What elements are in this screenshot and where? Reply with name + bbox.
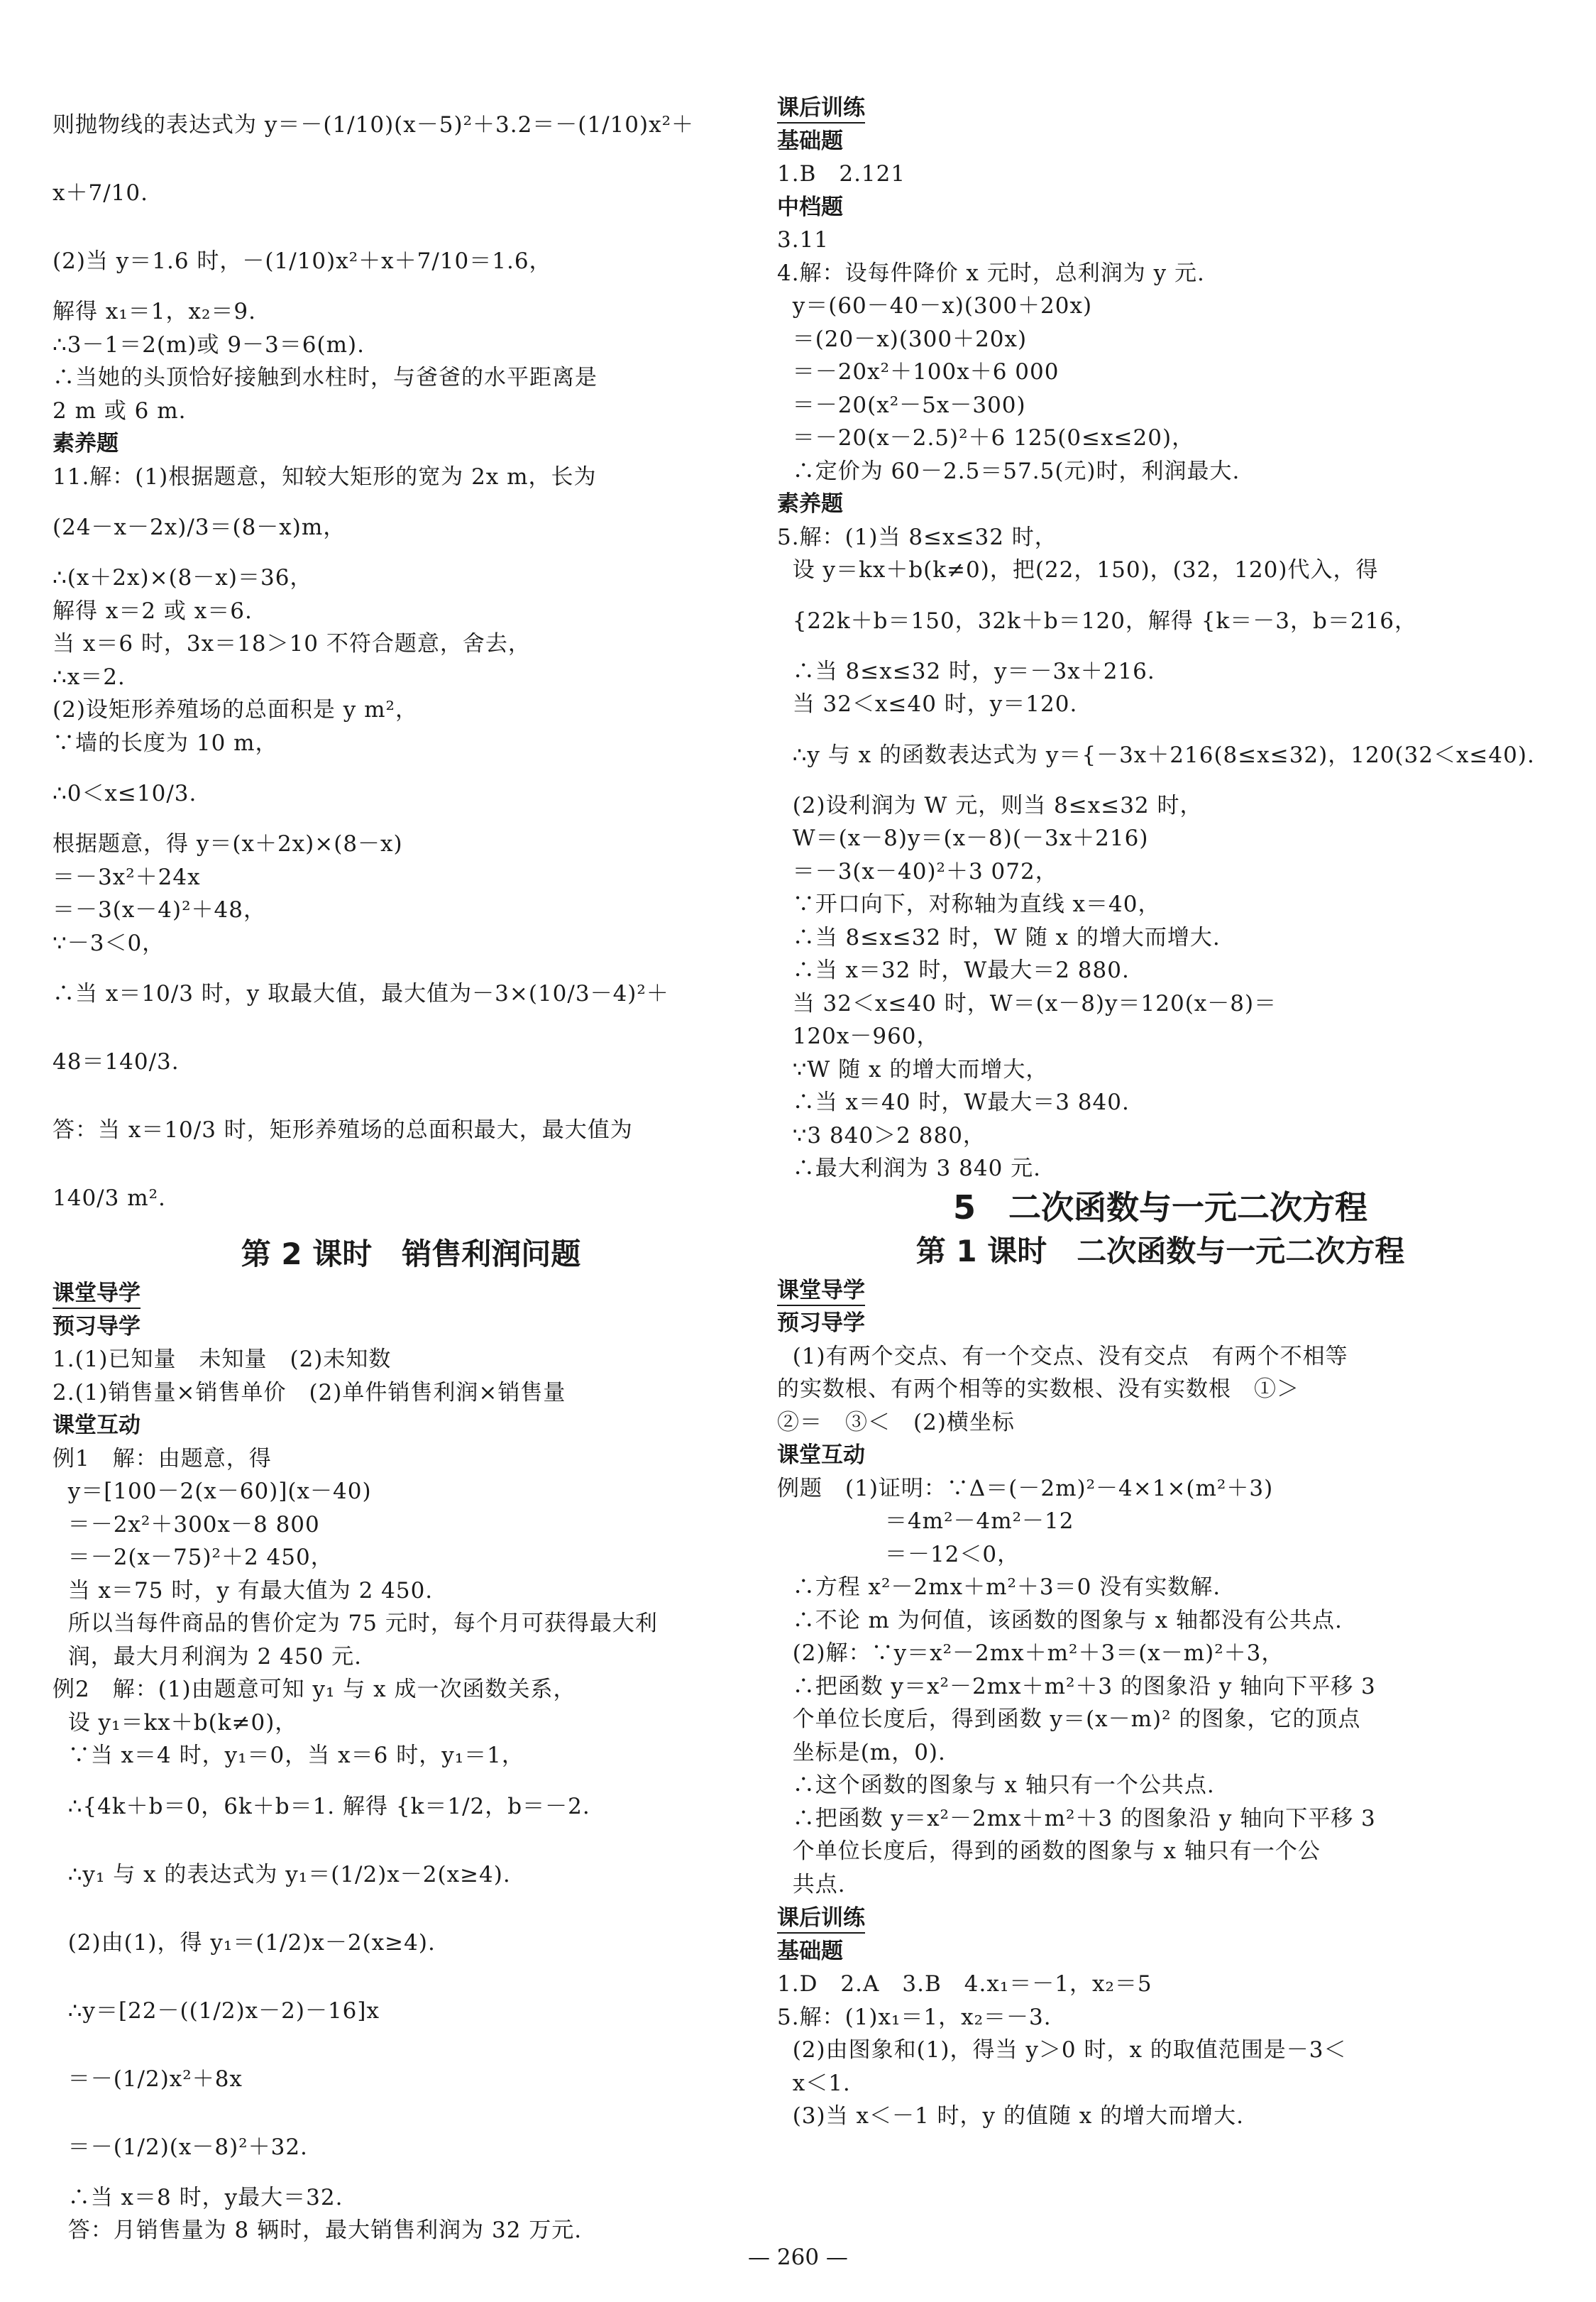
text-line: ∴把函数 y＝x²－2mx＋m²＋3 的图象沿 y 轴向下平移 3 [777, 1805, 1376, 1831]
text-line: 5.解：(1)当 8≤x≤32 时， [777, 524, 1057, 550]
text-line: ∵当 x＝4 时，y₁＝0，当 x＝6 时，y₁＝1， [53, 1743, 524, 1768]
text-line: 润，最大月利润为 2 450 元. [53, 1643, 363, 1670]
text-line: ＝－20x²＋100x＋6 000 [777, 359, 1060, 385]
text-line: 2 m 或 6 m. [53, 398, 187, 424]
text-line: y＝(60－40－x)(300＋20x) [777, 293, 1093, 319]
subsection-label: 课堂互动 [53, 1413, 141, 1438]
text-line: ＝－2(x－75)²＋2 450， [53, 1545, 334, 1570]
subsection-label: 素养题 [777, 491, 843, 517]
text-line: 个单位长度后，得到函数 y＝(x－m)² 的图象，它的顶点 [777, 1706, 1361, 1732]
text-line: ∴这个函数的图象与 x 轴只有一个公共点. [777, 1772, 1215, 1798]
text-line: ＝－2x²＋300x－8 800 [53, 1511, 320, 1538]
text-line: ②＝ ③＜ (2)横坐标 [777, 1409, 1015, 1435]
text-line: (2)设矩形养殖场的总面积是 y m²， [53, 697, 418, 723]
text-line: ∵－3＜0， [53, 930, 165, 956]
text-line: 当 x＝75 时，y 有最大值为 2 450. [53, 1577, 434, 1604]
text-line: ∴把函数 y＝x²－2mx＋m²＋3 的图象沿 y 轴向下平移 3 [777, 1673, 1376, 1699]
formula-line: ＝－(1/2)x²＋8x [53, 2066, 243, 2092]
text-line: ∴x＝2. [53, 664, 126, 690]
subsection-label: 素养题 [53, 431, 119, 456]
text-line: ∵墙的长度为 10 m， [53, 730, 278, 756]
text-line: x＜1. [777, 2070, 851, 2096]
text-line: ∴3－1＝2(m)或 9－3＝6(m). [53, 331, 365, 358]
text-line: y＝[100－2(x－60)](x－40) [53, 1479, 372, 1504]
text-line: 当 32＜x≤40 时，y＝120. [777, 691, 1078, 717]
text-line: 例题 (1)证明：∵Δ＝(－2m)²－4×1×(m²＋3) [777, 1475, 1274, 1501]
subsection-label: 基础题 [777, 1938, 843, 1964]
text-line: (2)设利润为 W 元，则当 8≤x≤32 时， [777, 792, 1203, 818]
text-line: 共点. [777, 1871, 846, 1897]
section-heading: 第 2 课时 销售利润问题 [241, 1237, 581, 1271]
text-line: 例1 解：由题意，得 [53, 1445, 272, 1471]
section-heading: 5 二次函数与一元二次方程 [952, 1188, 1367, 1227]
text-line: ∵开口向下，对称轴为直线 x＝40， [777, 892, 1161, 917]
text-line: 2.(1)销售量×销售单价 (2)单件销售利润×销售量 [53, 1379, 566, 1405]
text-line: ∴(x＋2x)×(8－x)＝36， [53, 565, 313, 591]
text-line: (3)当 x＜－1 时，y 的值随 x 的增大而增大. [777, 2103, 1244, 2129]
formula-line: ∴{4k＋b＝0，6k＋b＝1. 解得 {k＝1/2，b＝－2. [53, 1793, 590, 1819]
text-line: 根据题意，得 y＝(x＋2x)×(8－x) [53, 831, 403, 857]
text-line: ＝(20－x)(300＋20x) [777, 326, 1028, 352]
text-line: 例2 解：(1)由题意可知 y₁ 与 x 成一次函数关系， [53, 1677, 576, 1702]
text-line: 1.D 2.A 3.B 4.x₁＝－1，x₂＝5 [777, 1971, 1152, 1997]
text-line: 4.解：设每件降价 x 元时，总利润为 y 元. [777, 260, 1205, 286]
text-line: 1.B 2.121 [777, 161, 906, 187]
text-line: 3.11 [777, 227, 830, 253]
text-line: 解得 x₁＝1，x₂＝9. [53, 299, 256, 324]
block-label [777, 91, 1543, 125]
block-label-text: 课堂导学 [53, 1279, 141, 1309]
formula-line: ∴当 x＝10/3 时，y 取最大值，最大值为－3×(10/3－4)²＋ [53, 981, 669, 1007]
text-line: ∵W 随 x 的增大而增大， [777, 1056, 1049, 1083]
text-line: ∴当 8≤x≤32 时，W 随 x 的增大而增大. [777, 924, 1221, 950]
text-line: 坐标是(m，0). [777, 1739, 946, 1765]
text-line: ＝－3(x－4)²＋48， [53, 897, 266, 923]
formula-line: ∴0＜x≤10/3. [53, 781, 197, 806]
formula-line: {22k＋b＝150，32k＋b＝120，解得 {k＝－3，b＝216， [777, 608, 1418, 634]
text-line: 个单位长度后，得到的函数的图象与 x 轴只有一个公 [777, 1838, 1321, 1864]
text-line: ∴方程 x²－2mx＋m²＋3＝0 没有实数解. [777, 1574, 1221, 1600]
text-line: 解得 x＝2 或 x＝6. [53, 598, 253, 624]
section-heading: 第 1 课时 二次函数与一元二次方程 [915, 1233, 1405, 1268]
subsection-label: 预习导学 [777, 1310, 865, 1336]
formula-line: x＋7/10. [53, 180, 148, 206]
text-line: ∴定价为 60－2.5＝57.5(元)时，利润最大. [777, 458, 1240, 484]
block-label-text: 课堂导学 [777, 1276, 865, 1306]
text-line: ∴不论 m 为何值，该函数的图象与 x 轴都没有公共点. [777, 1607, 1343, 1633]
text-line: 11.解：(1)根据题意，知较大矩形的宽为 2x m，长为 [53, 464, 597, 490]
text-line: ＝4m²－4m²－12 [777, 1508, 1074, 1534]
text-line: ∴当 x＝8 时，y最大＝32. [53, 2184, 343, 2210]
block-label [777, 1901, 1543, 1935]
text-line: 的实数根、有两个相等的实数根、没有实数根 ①＞ [777, 1376, 1299, 1402]
text-line: ∴当 8≤x≤32 时，y＝－3x＋216. [777, 658, 1155, 684]
formula-line: (24－x－2x)/3＝(8－x)m， [53, 515, 346, 540]
text-line: 5.解：(1)x₁＝1，x₂＝－3. [777, 2004, 1052, 2030]
subsection-label: 中档题 [777, 194, 843, 220]
formula-line: ＝－(1/2)(x－8)²＋32. [53, 2134, 308, 2160]
text-line: 设 y＝kx＋b(k≠0)，把(22，150)，(32，120)代入，得 [777, 557, 1379, 583]
text-line: ＝－3(x－40)²＋3 072， [777, 858, 1058, 884]
left-column [53, 91, 769, 2247]
subsection-label: 基础题 [777, 128, 843, 154]
text-line: (2)由图象和(1)，得当 y＞0 时，x 的取值范围是－3＜ [777, 2037, 1347, 2063]
formula-line: 则抛物线的表达式为 y＝－(1/10)(x－5)²＋3.2＝－(1/10)x²＋ [53, 112, 695, 138]
text-line: 所以当每件商品的售价定为 75 元时，每个月可获得最大利 [53, 1611, 658, 1636]
right-column [777, 91, 1543, 2133]
page-number: — 260 — [748, 2245, 848, 2270]
text-line: 1.(1)已知量 未知量 (2)未知数 [53, 1347, 392, 1372]
text-line: (2)解：∵y＝x²－2mx＋m²＋3＝(x－m)²＋3， [777, 1640, 1284, 1666]
formula-line: ∴y₁ 与 x 的表达式为 y₁＝(1/2)x－2(x≥4). [53, 1861, 511, 1887]
formula-line: ∴y＝[22－((1/2)x－2)－16]x [53, 1997, 380, 2024]
block-label [53, 1276, 769, 1310]
text-line: ＝－3x²＋24x [53, 864, 201, 890]
block-label [777, 1273, 1543, 1308]
text-line: 120x－960， [777, 1024, 940, 1049]
formula-line: 答：当 x＝10/3 时，矩形养殖场的总面积最大，最大值为 [53, 1117, 633, 1143]
text-line: ＝－12＜0， [777, 1541, 1020, 1567]
formula-line: 140/3 m². [53, 1185, 166, 1211]
text-line: ∴最大利润为 3 840 元. [777, 1156, 1042, 1181]
text-line: 设 y₁＝kx＋b(k≠0)， [53, 1709, 298, 1736]
text-line: 答：月销售量为 8 辆时，最大销售利润为 32 万元. [53, 2218, 583, 2243]
text-line: ∴当 x＝40 时，W最大＝3 840. [777, 1090, 1130, 1115]
text-line: ∴当她的头顶恰好接触到水柱时，与爸爸的水平距离是 [53, 365, 598, 390]
formula-line: (2)由(1)，得 y₁＝(1/2)x－2(x≥4). [53, 1929, 436, 1956]
block-label-text: 课后训练 [777, 1904, 865, 1934]
subsection-label: 课堂互动 [777, 1442, 865, 1468]
text-line: ＝－20(x－2.5)²＋6 125(0≤x≤20)， [777, 425, 1195, 451]
subsection-label: 预习导学 [53, 1313, 141, 1339]
text-line: 当 32＜x≤40 时，W＝(x－8)y＝120(x－8)＝ [777, 990, 1277, 1016]
formula-line: ∴y 与 x 的函数表达式为 y＝{－3x＋216(8≤x≤32)，120(32＜x≤40). [777, 742, 1535, 768]
text-line: ∵3 840＞2 880， [777, 1122, 986, 1149]
block-label-text: 课后训练 [777, 94, 865, 124]
text-line: W＝(x－8)y＝(x－8)(－3x＋216) [777, 826, 1149, 851]
text-line: ∴当 x＝32 时，W最大＝2 880. [777, 958, 1130, 983]
text-line: ＝－20(x²－5x－300) [777, 392, 1026, 418]
formula-line: 48＝140/3. [53, 1049, 180, 1075]
text-line: 当 x＝6 时，3x＝18＞10 不符合题意，舍去， [53, 631, 531, 657]
formula-line: (2)当 y＝1.6 时，－(1/10)x²＋x＋7/10＝1.6， [53, 248, 552, 274]
text-line: (1)有两个交点、有一个交点、没有交点 有两个不相等 [777, 1343, 1348, 1369]
